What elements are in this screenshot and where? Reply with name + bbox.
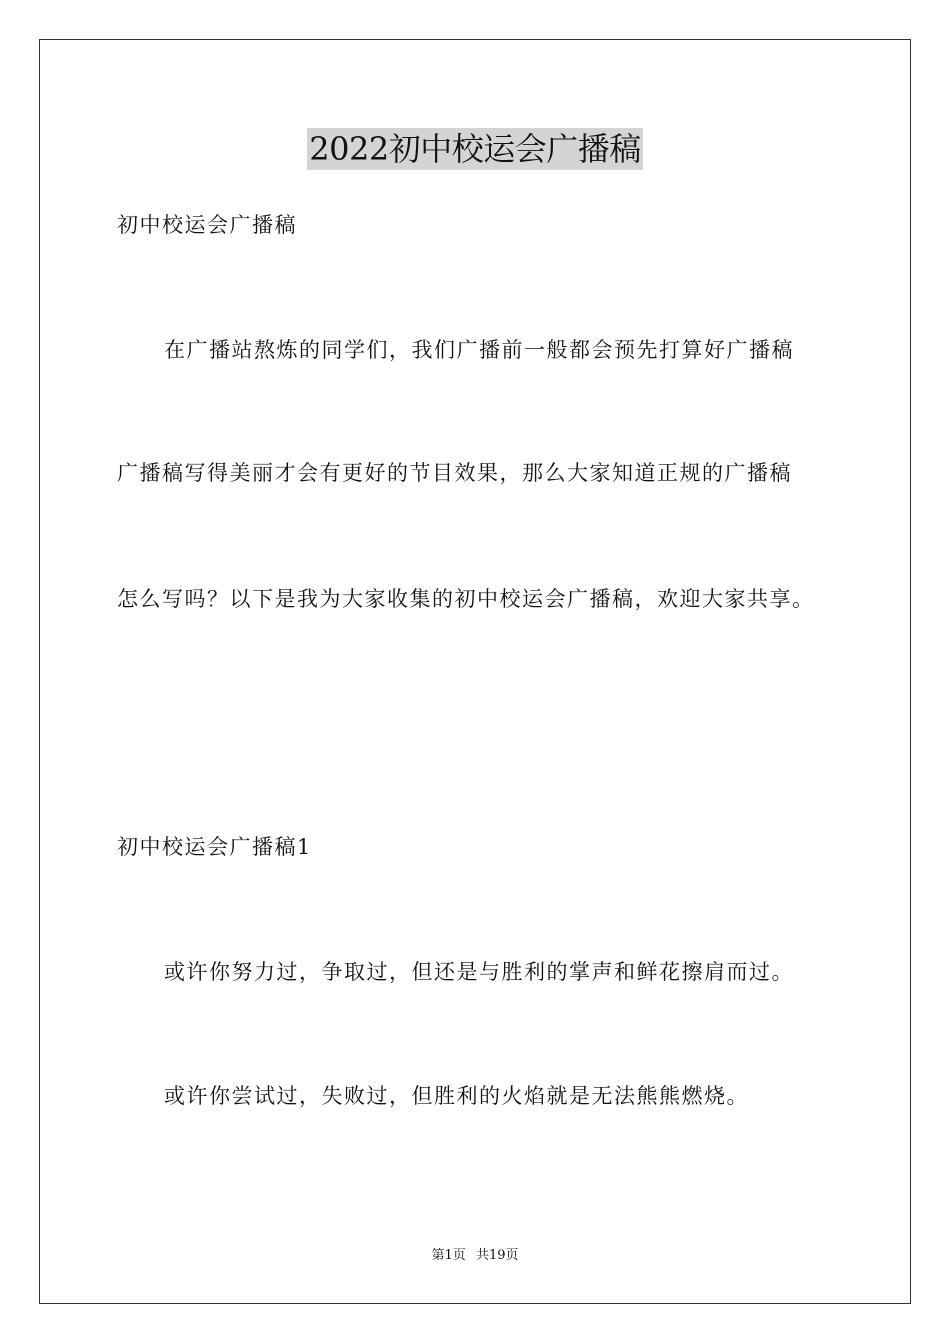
page-footer <box>0 1247 950 1265</box>
page-number: 第1页 <box>431 1248 466 1263</box>
section-heading: 初中校运会广播稿1 <box>117 835 312 859</box>
document-title: 2022初中校运会广播稿 <box>309 130 641 168</box>
title-container <box>0 128 950 170</box>
intro-line-3: 怎么写吗？以下是我为大家收集的初中校运会广播稿，欢迎大家共享。 <box>117 587 815 611</box>
intro-line-2: 广播稿写得美丽才会有更好的节目效果，那么大家知道正规的广播稿 <box>117 461 792 485</box>
section-paragraph-2: 或许你尝试过，失败过，但胜利的火焰就是无法熊熊燃烧。 <box>164 1084 749 1108</box>
intro-line-1: 在广播站熬炼的同学们，我们广播前一般都会预先打算好广播稿 <box>164 338 794 362</box>
total-pages: 共19页 <box>475 1248 519 1263</box>
section-paragraph-1: 或许你努力过，争取过，但还是与胜利的掌声和鲜花擦肩而过。 <box>164 960 794 984</box>
document-subtitle: 初中校运会广播稿 <box>117 213 297 237</box>
